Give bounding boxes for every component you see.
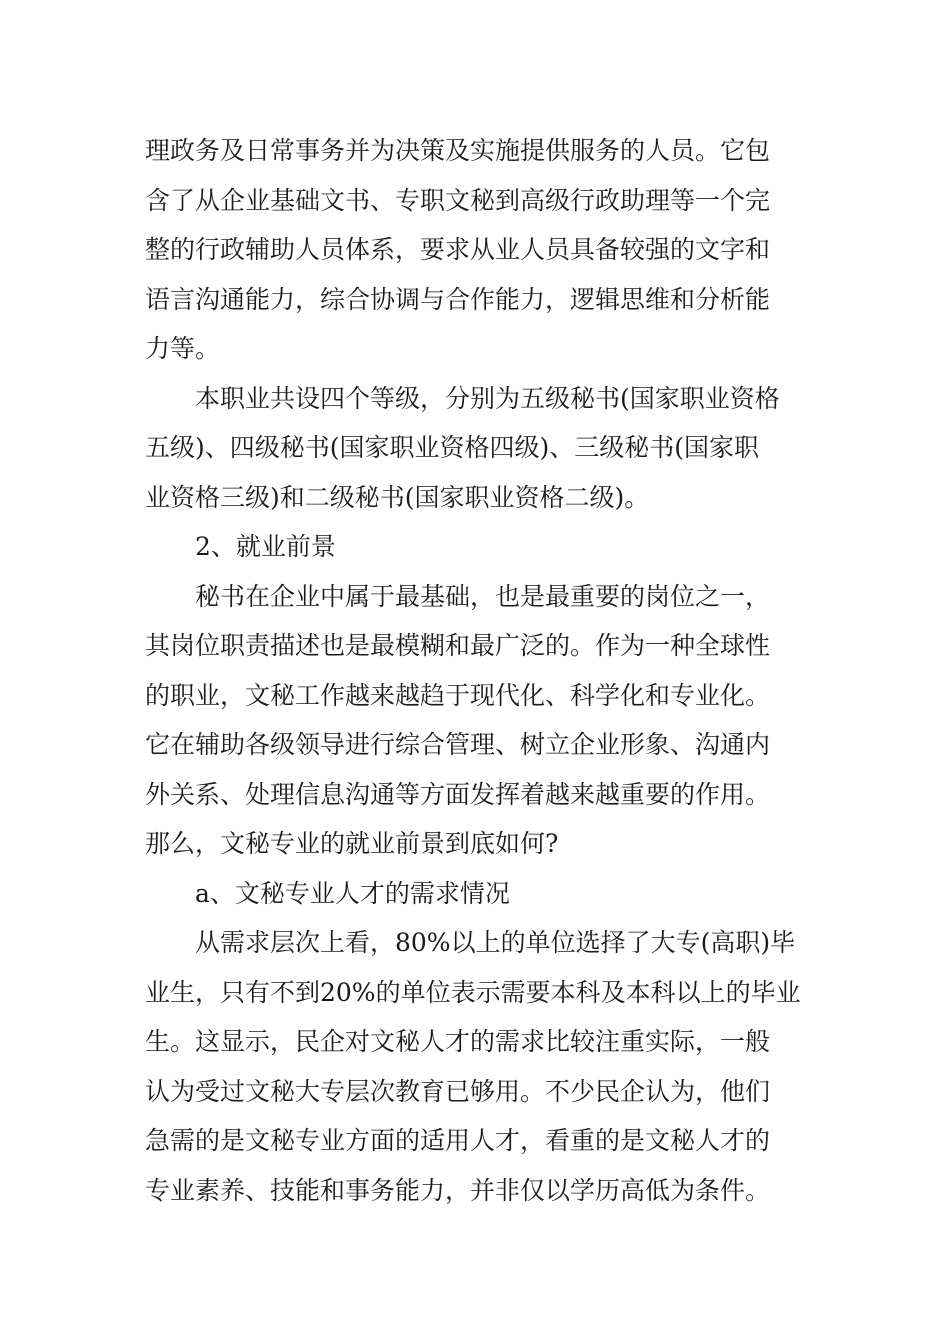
text-line: 五级)、四级秘书(国家职业资格四级)、三级秘书(国家职 [145,433,760,462]
paragraph-demand [145,918,810,1215]
heading-text: a、文秘专业人才的需求情况 [195,878,510,908]
text-line: 业生，只有不到20%的单位表示需要本科及本科以上的毕业 [145,977,801,1007]
text-line: 本职业共设四个等级，分别为五级秘书(国家职业资格 [195,383,780,413]
text-line: 生。这显示，民企对文秘人才的需求比较注重实际，一般 [145,1027,771,1056]
text-line: 业资格三级)和二级秘书(国家职业资格二级)。 [145,482,650,512]
text-line: 从需求层次上看，80%以上的单位选择了大专(高职)毕 [195,928,796,957]
text-line: 急需的是文秘专业方面的适用人才，看重的是文秘人才的 [145,1126,771,1155]
document-body [145,126,810,1215]
text-line: 秘书在企业中属于最基础，也是最重要的岗位之一， [195,581,771,611]
text-line: 力等。 [145,334,221,363]
paragraph-duties-description [145,126,810,374]
text-line: 那么，文秘专业的就业前景到底如何? [145,829,559,858]
text-line: 整的行政辅助人员体系，要求从业人员具备较强的文字和 [145,235,771,264]
section-heading-employment-prospects [145,522,810,572]
text-line: 含了从企业基础文书、专职文秘到高级行政助理等一个完 [145,185,771,215]
paragraph-levels [145,374,810,523]
text-line: 的职业，文秘工作越来越趋于现代化、科学化和专业化。 [145,680,771,710]
heading-text: 2、就业前景 [195,532,336,561]
text-line: 理政务及日常事务并为决策及实施提供服务的人员。它包 [145,136,771,165]
text-line: 认为受过文秘大专层次教育已够用。不少民企认为，他们 [145,1076,771,1106]
text-line: 它在辅助各级领导进行综合管理、树立企业形象、沟通内 [145,730,771,759]
text-line: 语言沟通能力，综合协调与合作能力，逻辑思维和分析能 [145,284,771,314]
paragraph-prospects [145,572,810,869]
subsection-heading-demand [145,869,810,919]
text-line: 其岗位职责描述也是最模糊和最广泛的。作为一种全球性 [145,631,771,660]
text-line: 专业素养、技能和事务能力，并非仅以学历高低为条件。 [145,1175,771,1205]
text-line: 外关系、处理信息沟通等方面发挥着越来越重要的作用。 [145,779,771,809]
